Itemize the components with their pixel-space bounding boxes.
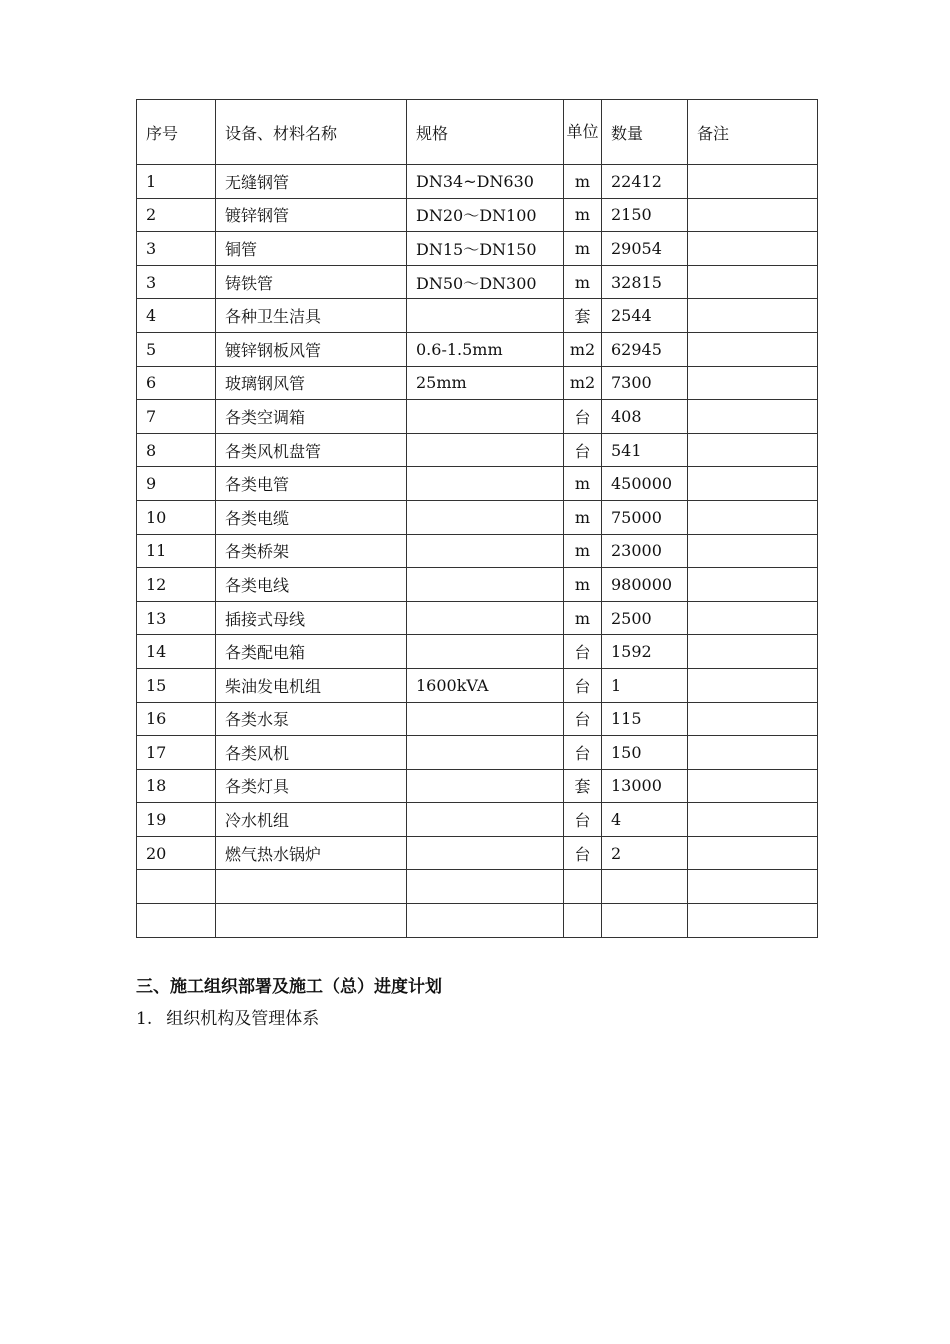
cell-qty [602, 904, 688, 938]
cell-seq: 6 [137, 366, 216, 400]
cell-qty: 150 [602, 736, 688, 770]
cell-note [688, 265, 818, 299]
cell-note [688, 635, 818, 669]
cell-spec [407, 836, 564, 870]
cell-name: 插接式母线 [216, 601, 407, 635]
cell-qty: 62945 [602, 332, 688, 366]
table-row [137, 500, 818, 534]
table-row [137, 165, 818, 199]
cell-name: 各类风机 [216, 736, 407, 770]
cell-qty: 22412 [602, 165, 688, 199]
table-row [137, 299, 818, 333]
cell-spec [407, 299, 564, 333]
cell-note [688, 534, 818, 568]
table-row [137, 668, 818, 702]
cell-seq: 18 [137, 769, 216, 803]
cell-unit: 套 [564, 769, 602, 803]
equipment-materials-table [136, 99, 818, 938]
cell-unit [564, 870, 602, 904]
table-row [137, 635, 818, 669]
cell-note [688, 668, 818, 702]
subsection-number: 1. [136, 1009, 153, 1029]
cell-seq: 7 [137, 400, 216, 434]
cell-seq: 14 [137, 635, 216, 669]
header-spec: 规格 [407, 100, 564, 165]
cell-seq: 5 [137, 332, 216, 366]
header-name: 设备、材料名称 [216, 100, 407, 165]
cell-seq: 15 [137, 668, 216, 702]
cell-seq: 8 [137, 433, 216, 467]
header-unit: 单位 [564, 100, 602, 165]
cell-spec [407, 534, 564, 568]
cell-spec: DN50～DN300 [407, 265, 564, 299]
cell-unit: m [564, 165, 602, 199]
table-row [137, 601, 818, 635]
cell-seq: 11 [137, 534, 216, 568]
cell-unit: 台 [564, 668, 602, 702]
cell-qty: 2150 [602, 198, 688, 232]
cell-spec [407, 769, 564, 803]
cell-spec [407, 736, 564, 770]
cell-unit: 台 [564, 400, 602, 434]
cell-note [688, 467, 818, 501]
cell-note [688, 736, 818, 770]
cell-name: 各类水泵 [216, 702, 407, 736]
cell-unit: m2 [564, 366, 602, 400]
cell-name: 各类风机盘管 [216, 433, 407, 467]
header-seq: 序号 [137, 100, 216, 165]
table-header-row [137, 100, 818, 165]
cell-seq: 13 [137, 601, 216, 635]
cell-note [688, 836, 818, 870]
cell-note [688, 366, 818, 400]
subsection-heading [136, 1004, 319, 1029]
cell-spec [407, 601, 564, 635]
cell-name: 冷水机组 [216, 803, 407, 837]
cell-qty: 115 [602, 702, 688, 736]
cell-name: 各类配电箱 [216, 635, 407, 669]
cell-unit: 台 [564, 433, 602, 467]
cell-seq: 17 [137, 736, 216, 770]
cell-unit: 台 [564, 803, 602, 837]
cell-note [688, 500, 818, 534]
cell-qty: 408 [602, 400, 688, 434]
cell-spec [407, 904, 564, 938]
cell-unit: 台 [564, 836, 602, 870]
cell-seq: 1 [137, 165, 216, 199]
cell-unit: 台 [564, 702, 602, 736]
cell-spec [407, 433, 564, 467]
cell-note [688, 400, 818, 434]
cell-name: 柴油发电机组 [216, 668, 407, 702]
header-qty: 数量 [602, 100, 688, 165]
cell-name: 镀锌钢板风管 [216, 332, 407, 366]
cell-spec: DN34~DN630 [407, 165, 564, 199]
cell-qty: 980000 [602, 568, 688, 602]
cell-note [688, 299, 818, 333]
cell-note [688, 332, 818, 366]
cell-seq: 20 [137, 836, 216, 870]
cell-unit: m [564, 467, 602, 501]
cell-unit: m [564, 265, 602, 299]
cell-qty: 75000 [602, 500, 688, 534]
table-row [137, 534, 818, 568]
cell-qty: 7300 [602, 366, 688, 400]
cell-spec [407, 803, 564, 837]
table-row [137, 769, 818, 803]
table-row [137, 366, 818, 400]
cell-spec [407, 635, 564, 669]
table-row [137, 736, 818, 770]
cell-name: 各类灯具 [216, 769, 407, 803]
cell-seq: 19 [137, 803, 216, 837]
cell-qty: 4 [602, 803, 688, 837]
cell-unit: 台 [564, 736, 602, 770]
cell-spec [407, 400, 564, 434]
cell-seq: 4 [137, 299, 216, 333]
cell-name [216, 870, 407, 904]
cell-name: 各类电缆 [216, 500, 407, 534]
cell-qty: 13000 [602, 769, 688, 803]
cell-unit: m [564, 568, 602, 602]
cell-qty: 29054 [602, 232, 688, 266]
cell-unit [564, 904, 602, 938]
cell-spec [407, 870, 564, 904]
cell-qty: 23000 [602, 534, 688, 568]
cell-qty: 1 [602, 668, 688, 702]
cell-spec: 25mm [407, 366, 564, 400]
cell-unit: m [564, 534, 602, 568]
table-row [137, 232, 818, 266]
cell-unit: m [564, 500, 602, 534]
cell-name [216, 904, 407, 938]
cell-name: 镀锌钢管 [216, 198, 407, 232]
table-row [137, 803, 818, 837]
cell-spec: DN20～DN100 [407, 198, 564, 232]
cell-qty: 450000 [602, 467, 688, 501]
cell-seq: 16 [137, 702, 216, 736]
cell-name: 铜管 [216, 232, 407, 266]
cell-spec [407, 702, 564, 736]
header-note: 备注 [688, 100, 818, 165]
table-row [137, 265, 818, 299]
cell-name: 各类电管 [216, 467, 407, 501]
cell-spec: 0.6-1.5mm [407, 332, 564, 366]
cell-name: 玻璃钢风管 [216, 366, 407, 400]
cell-note [688, 904, 818, 938]
cell-qty: 32815 [602, 265, 688, 299]
cell-name: 各类电线 [216, 568, 407, 602]
table-row [137, 198, 818, 232]
cell-note [688, 769, 818, 803]
cell-unit: m [564, 198, 602, 232]
cell-note [688, 702, 818, 736]
cell-seq [137, 870, 216, 904]
cell-note [688, 803, 818, 837]
cell-name: 燃气热水锅炉 [216, 836, 407, 870]
cell-unit: 套 [564, 299, 602, 333]
section-heading: 三、施工组织部署及施工（总）进度计划 [136, 977, 442, 997]
cell-seq: 3 [137, 232, 216, 266]
cell-note [688, 198, 818, 232]
cell-seq: 3 [137, 265, 216, 299]
cell-unit: m [564, 601, 602, 635]
cell-note [688, 601, 818, 635]
table-row [137, 433, 818, 467]
cell-seq: 12 [137, 568, 216, 602]
cell-spec [407, 568, 564, 602]
table-row [137, 400, 818, 434]
cell-note [688, 433, 818, 467]
cell-qty: 541 [602, 433, 688, 467]
cell-qty: 2544 [602, 299, 688, 333]
cell-name: 铸铁管 [216, 265, 407, 299]
cell-spec: DN15～DN150 [407, 232, 564, 266]
cell-seq: 10 [137, 500, 216, 534]
cell-qty: 2 [602, 836, 688, 870]
table-row [137, 332, 818, 366]
cell-qty [602, 870, 688, 904]
cell-name: 各种卫生洁具 [216, 299, 407, 333]
cell-spec [407, 500, 564, 534]
table-body [137, 165, 818, 938]
table-row [137, 568, 818, 602]
cell-note [688, 870, 818, 904]
table-row [137, 702, 818, 736]
cell-unit: m2 [564, 332, 602, 366]
cell-seq: 9 [137, 467, 216, 501]
cell-seq: 2 [137, 198, 216, 232]
cell-note [688, 568, 818, 602]
table-row [137, 467, 818, 501]
cell-unit: m [564, 232, 602, 266]
cell-unit: 台 [564, 635, 602, 669]
subsection-title: 组织机构及管理体系 [166, 1009, 320, 1029]
cell-name: 各类空调箱 [216, 400, 407, 434]
cell-name: 各类桥架 [216, 534, 407, 568]
cell-note [688, 165, 818, 199]
cell-spec [407, 467, 564, 501]
cell-qty: 2500 [602, 601, 688, 635]
cell-spec: 1600kVA [407, 668, 564, 702]
table-row [137, 870, 818, 904]
table-row [137, 836, 818, 870]
table-row [137, 904, 818, 938]
cell-qty: 1592 [602, 635, 688, 669]
cell-note [688, 232, 818, 266]
cell-name: 无缝钢管 [216, 165, 407, 199]
cell-seq [137, 904, 216, 938]
